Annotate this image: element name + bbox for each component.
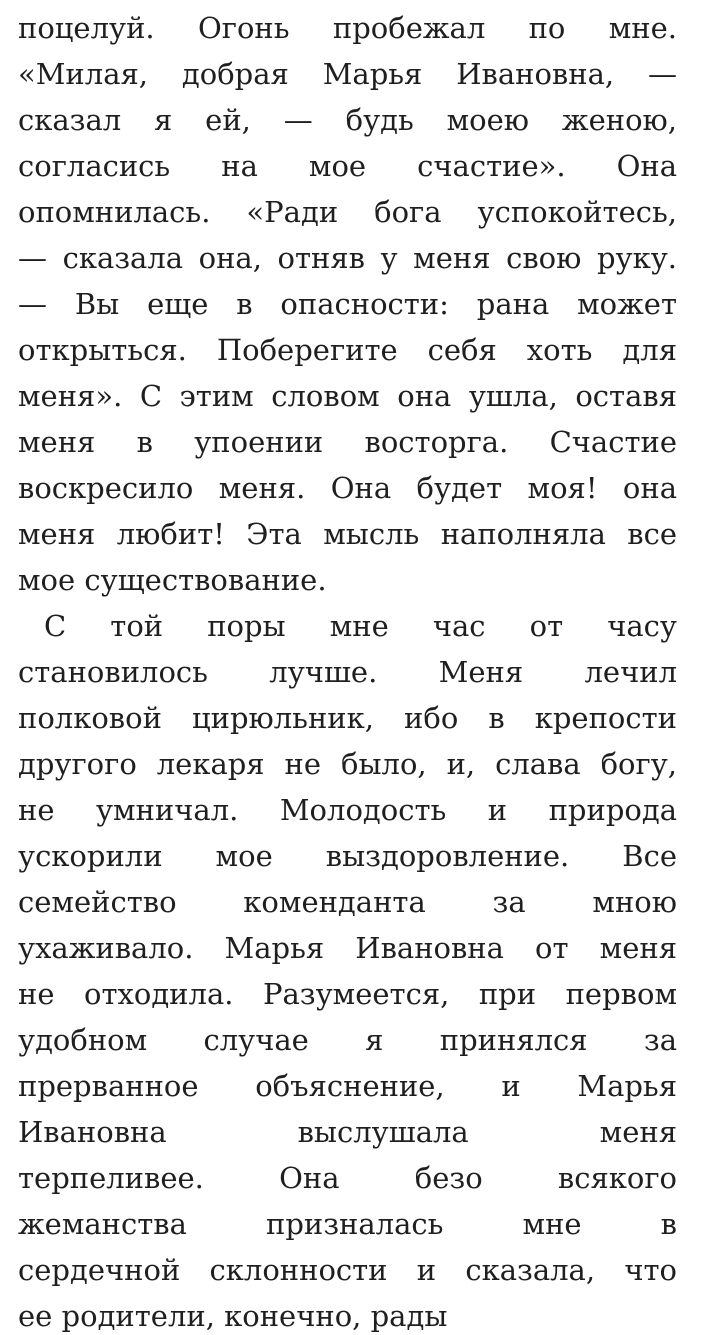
text-line: другого лекаря не было, и, слава богу, — [18, 747, 677, 781]
text-line: полковой цирюльник, ибо в крепости — [18, 701, 677, 735]
text-line: ускорили мое выздоровление. Все — [18, 839, 677, 873]
text-line: сказал я ей, — будь моею женою, — [18, 103, 677, 137]
text-line: не отходила. Разумеется, при первом — [18, 977, 677, 1011]
text-line: сердечной склонности и сказала, что — [18, 1253, 677, 1287]
paragraph-1 — [18, 5, 677, 603]
text-line: удобном случае я принялся за — [18, 1023, 677, 1057]
text-line: С той поры мне час от часу — [44, 609, 677, 643]
text-line: меня любит! Эта мысль наполняла все — [18, 517, 677, 551]
text-line: жеманства призналась мне в — [18, 1207, 677, 1241]
text-line: Ивановна выслушала меня — [18, 1115, 677, 1149]
text-line: поцелуй. Огонь пробежал по мне. — [18, 11, 677, 45]
text-line: не умничал. Молодость и природа — [18, 793, 677, 827]
text-line: согласись на мое счастие». Она — [18, 149, 677, 183]
text-line: опомнилась. «Ради бога успокойтесь, — [18, 195, 677, 229]
book-text — [18, 5, 677, 1335]
text-line: меня». С этим словом она ушла, оставя — [18, 379, 677, 413]
text-line: «Милая, добрая Марья Ивановна, — — [18, 57, 677, 91]
text-line: становилось лучше. Меня лечил — [18, 655, 677, 689]
text-line: воскресило меня. Она будет моя! она — [18, 471, 677, 505]
text-line: прерванное объяснение, и Марья — [18, 1069, 677, 1103]
text-line: ухаживало. Марья Ивановна от меня — [18, 931, 677, 965]
text-line: открыться. Поберегите себя хоть для — [18, 333, 677, 367]
text-line: семейство коменданта за мною — [18, 885, 677, 919]
text-line: терпеливее. Она безо всякого — [18, 1161, 677, 1195]
text-line: — сказала она, отняв у меня свою руку. — [18, 241, 677, 275]
text-line: мое существование. — [18, 563, 327, 597]
paragraph-2 — [18, 603, 677, 1335]
text-line: меня в упоении восторга. Счастие — [18, 425, 677, 459]
text-line: — Вы еще в опасности: рана может — [18, 287, 677, 321]
text-line: ее родители, конечно, рады — [18, 1299, 448, 1333]
